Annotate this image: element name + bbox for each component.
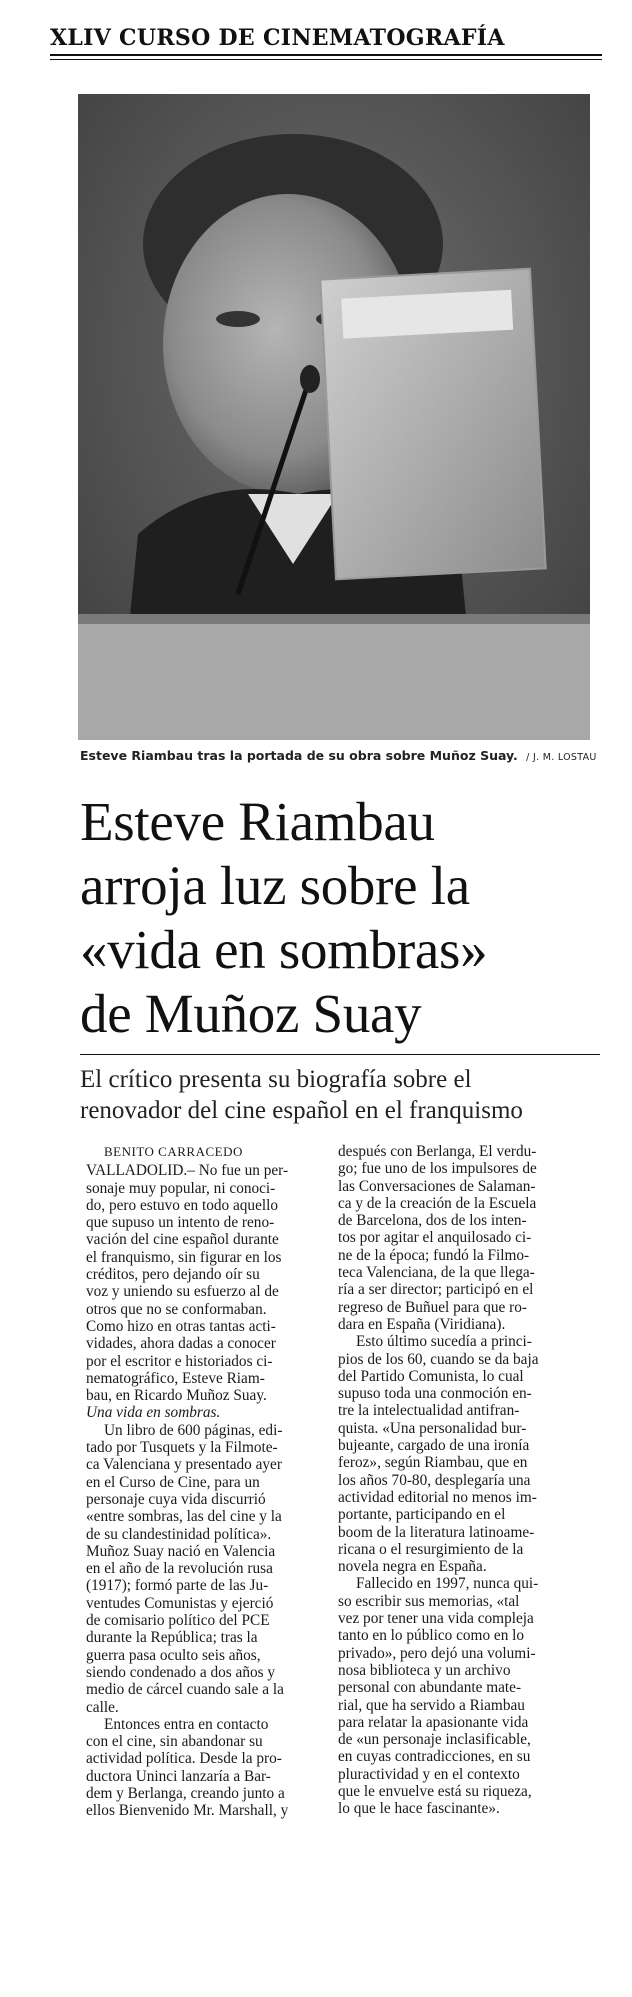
body-line: VALLADOLID.– No fue un per- — [86, 1162, 289, 1180]
body-line: lo que le hace fascinante». — [338, 1800, 500, 1818]
body-line: de comisario político del PCE — [86, 1612, 270, 1630]
body-line: supuso toda una conmoción en- — [338, 1385, 532, 1403]
body-line: pluractividad y en el contexto — [338, 1765, 520, 1783]
section-header: XLIV CURSO DE CINEMATOGRAFÍA — [50, 22, 602, 56]
headline-line: «vida en sombras» — [80, 919, 488, 980]
body-line: créditos, pero dejando oír su — [86, 1266, 260, 1284]
body-line: dara en España (Viridiana). — [338, 1315, 506, 1333]
photo-credit: / J. M. LOSTAU — [526, 752, 597, 763]
headline-rule — [80, 1054, 600, 1055]
body-line: del Partido Comunista, lo cual — [338, 1367, 524, 1385]
body-line: guerra pasa oculto seis años, — [86, 1646, 261, 1664]
body-line: calle. — [86, 1698, 119, 1716]
body-line: vez por tener una vida compleja — [338, 1610, 534, 1628]
body-line: actividad política. Desde la pro- — [86, 1750, 282, 1768]
subhead-line: renovador del cine español en el franquismo — [80, 1097, 523, 1124]
body-line: bujeante, cargado de una ironía — [338, 1437, 530, 1455]
body-line: medio de cárcel cuando sale a la — [86, 1681, 284, 1699]
body-line: ellos Bienvenido Mr. Marshall, y — [86, 1802, 289, 1820]
byline: BENITO CARRACEDO — [104, 1144, 243, 1159]
body-line: tanto en lo público como en lo — [338, 1627, 525, 1645]
body-line: pios de los 60, cuando se da baja — [338, 1350, 539, 1368]
body-line: durante la República; tras la — [86, 1629, 258, 1647]
body-line: en cuyas contradicciones, en su — [338, 1748, 531, 1766]
body-line: ca y de la creación de la Escuela — [338, 1194, 537, 1212]
body-line: dem y Berlanga, creando junto a — [86, 1784, 285, 1802]
body-line: ricana o el resurgimiento de la — [338, 1540, 524, 1558]
body-line: tos por agitar el anquilosado ci- — [338, 1229, 532, 1247]
body-line: en el año de la revolución rusa — [86, 1560, 273, 1578]
body-line: Esto último sucedía a princi- — [356, 1333, 532, 1351]
body-line: ne de la época; fundó la Filmo- — [338, 1246, 530, 1264]
body-line: Muñoz Suay nació en Valencia — [86, 1542, 276, 1560]
body-line: quista. «Una personalidad bur- — [338, 1419, 527, 1437]
body-line: go; fue uno de los impulsores de — [338, 1160, 537, 1178]
body-line: personal con abundante mate- — [338, 1679, 522, 1697]
photo-caption — [80, 748, 600, 763]
body-line: vidades, ahora dadas a conocer — [86, 1335, 276, 1353]
body-line: para relatar la apasionante vida — [338, 1713, 529, 1731]
body-line: actividad editorial no menos im- — [338, 1488, 537, 1506]
body-line: sonaje muy popular, ni conoci- — [86, 1179, 276, 1197]
body-line: novela negra en España. — [338, 1558, 487, 1576]
body-line: otros que no se conformaban. — [86, 1300, 267, 1318]
body-line: boom de la literatura latinoame- — [338, 1523, 535, 1541]
body-line: nematográfico, Esteve Riam- — [86, 1369, 265, 1387]
body-line: (1917); formó parte de las Ju- — [86, 1577, 269, 1595]
body-line: los años 70-80, desplegaría una — [338, 1471, 531, 1489]
body-line: Como hizo en otras tantas acti- — [86, 1317, 276, 1335]
body-line: por el escritor e historiados ci- — [86, 1352, 273, 1370]
body-line: que supuso un intento de reno- — [86, 1214, 275, 1232]
body-line: feroz», según Riambau, que en — [338, 1454, 528, 1472]
body-line: vación del cine español durante — [86, 1231, 279, 1249]
body-line: que le envuelve está su riqueza, — [338, 1782, 532, 1800]
body-line: Entonces entra en contacto — [104, 1715, 269, 1733]
body-line: so escribir sus memorias, «tal — [338, 1592, 520, 1610]
headline-line: de Muñoz Suay — [80, 983, 422, 1044]
body-line: después con Berlanga, El verdu- — [338, 1143, 537, 1160]
headline-line: Esteve Riambau — [80, 791, 435, 852]
body-line: tre la intelectualidad antifran- — [338, 1402, 520, 1420]
body-line: de su clandestinidad política». — [86, 1525, 272, 1543]
subhead-line: El crítico presenta su biografía sobre el — [80, 1066, 472, 1093]
article-photo — [78, 94, 590, 740]
body-line: las Conversaciones de Salaman- — [338, 1177, 536, 1195]
body-line: Un libro de 600 páginas, edi- — [104, 1421, 283, 1439]
body-line: Fallecido en 1997, nunca qui- — [356, 1575, 539, 1593]
body-line: personaje cuya vida discurrió — [86, 1490, 266, 1508]
body-line: ca Valenciana y presentado ayer — [86, 1456, 282, 1474]
body-line: de Barcelona, dos de los inten- — [338, 1212, 527, 1230]
body-line: ría a ser director; participó en el — [338, 1281, 534, 1299]
body-line: Una vida en sombras. — [86, 1404, 221, 1422]
body-line: el franquismo, sin figurar en los — [86, 1248, 282, 1266]
headline — [80, 790, 600, 1046]
body-line: en el Curso de Cine, para un — [86, 1473, 260, 1491]
caption-text: Esteve Riambau tras la portada de su obra sobre Muñoz Suay. — [80, 748, 518, 763]
body-line: con el cine, sin abandonar su — [86, 1733, 263, 1751]
body-line: bau, en Ricardo Muñoz Suay. — [86, 1387, 267, 1405]
article-column-1 — [86, 1143, 336, 1820]
headline-line: arroja luz sobre la — [80, 855, 470, 916]
body-line: tado por Tusquets y la Filmote- — [86, 1439, 278, 1457]
body-line: privado», pero dejó una volumi- — [338, 1644, 536, 1662]
body-line: voz y uniendo su esfuerzo al de — [86, 1283, 279, 1301]
body-line: de «un personaje inclasificable, — [338, 1731, 531, 1749]
body-line: ductora Uninci lanzaría a Bar- — [86, 1767, 271, 1785]
body-line: «entre sombras, las del cine y la — [86, 1508, 282, 1526]
subheadline — [80, 1064, 600, 1126]
portrait-photo-icon — [78, 94, 590, 740]
body-line: rial, que ha servido a Riambau — [338, 1696, 525, 1714]
article-column-2 — [338, 1143, 588, 1818]
body-line: teca Valenciana, de la que llega- — [338, 1264, 535, 1282]
body-line: regreso de Buñuel para que ro- — [338, 1298, 528, 1316]
body-line: ventudes Comunistas y ejerció — [86, 1594, 274, 1612]
body-line: portante, participando en el — [338, 1506, 506, 1524]
body-line: do, pero estuvo en todo aquello — [86, 1196, 279, 1214]
body-line: nosa biblioteca y un archivo — [338, 1661, 511, 1679]
body-line: siendo condenado a dos años y — [86, 1663, 276, 1681]
